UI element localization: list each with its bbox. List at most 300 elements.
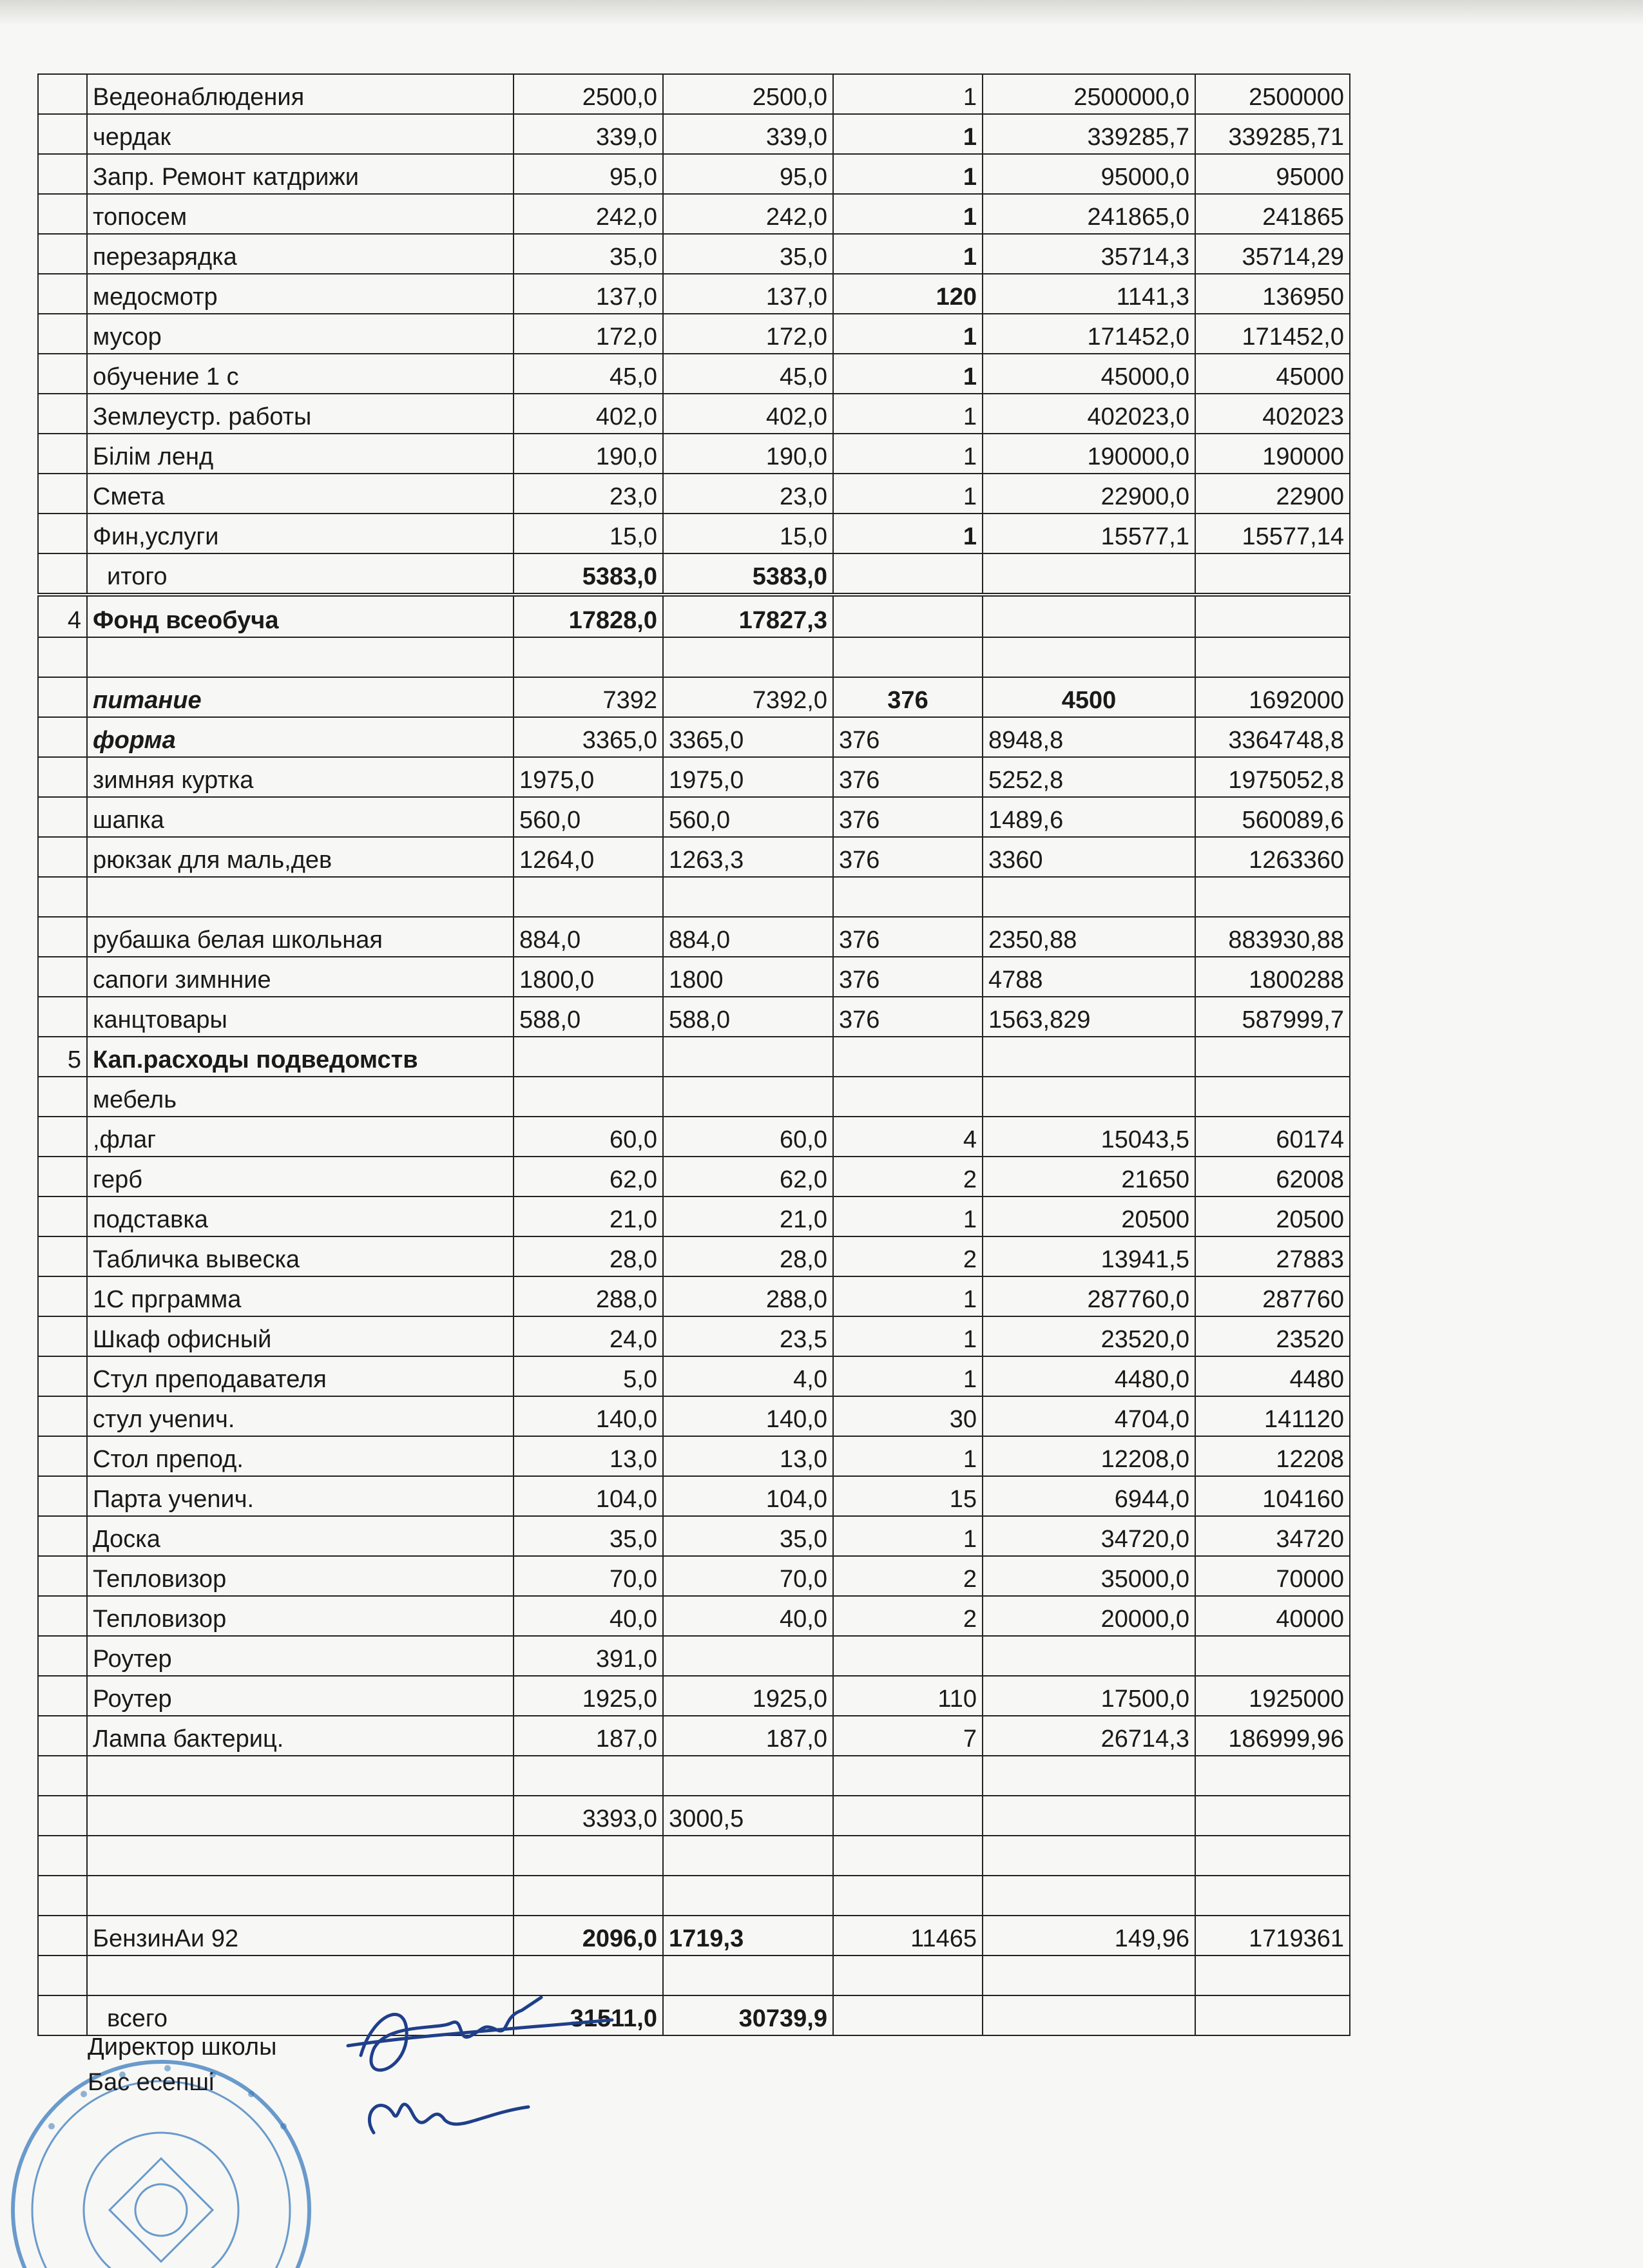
- planned-amount: 13,0: [514, 1436, 663, 1476]
- table-row: [38, 354, 1350, 394]
- actual-amount: 1800: [663, 957, 833, 997]
- unit-price: 287760,0: [983, 1276, 1195, 1316]
- item-name: БензинАи 92: [87, 1916, 514, 1956]
- quantity: 1: [833, 1316, 983, 1356]
- item-name: канцтовары: [87, 997, 514, 1037]
- actual-amount: 4,0: [663, 1356, 833, 1396]
- unit-price: 3360: [983, 837, 1195, 877]
- item-name: Шкаф офисный: [87, 1316, 514, 1356]
- row-number: [38, 274, 87, 314]
- quantity: 376: [833, 677, 983, 717]
- total-sum: 45000: [1195, 354, 1350, 394]
- unit-price: [983, 1756, 1195, 1796]
- actual-amount: 1263,3: [663, 837, 833, 877]
- unit-price: 15043,5: [983, 1117, 1195, 1157]
- table-row: [38, 194, 1350, 234]
- quantity: 376: [833, 797, 983, 837]
- quantity: [833, 637, 983, 677]
- total-sum: 70000: [1195, 1556, 1350, 1596]
- table-row: [38, 797, 1350, 837]
- unit-price: 23520,0: [983, 1316, 1195, 1356]
- unit-price: 20000,0: [983, 1596, 1195, 1636]
- planned-amount: [514, 637, 663, 677]
- row-number: [38, 314, 87, 354]
- table-row: [38, 917, 1350, 957]
- unit-price: 35000,0: [983, 1556, 1195, 1596]
- table-row: [38, 1756, 1350, 1796]
- table-row: [38, 434, 1350, 474]
- unit-price: [983, 877, 1195, 917]
- unit-price: 21650: [983, 1157, 1195, 1196]
- total-sum: 1692000: [1195, 677, 1350, 717]
- unit-price: 95000,0: [983, 154, 1195, 194]
- actual-amount: 30739,9: [663, 1995, 833, 2035]
- actual-amount: 15,0: [663, 514, 833, 553]
- item-name: Запр. Ремонт катдрижи: [87, 154, 514, 194]
- actual-amount: 560,0: [663, 797, 833, 837]
- planned-amount: 95,0: [514, 154, 663, 194]
- row-number: [38, 797, 87, 837]
- unit-price: 1141,3: [983, 274, 1195, 314]
- total-sum: 1800288: [1195, 957, 1350, 997]
- row-number: [38, 1716, 87, 1756]
- item-name: Роутер: [87, 1676, 514, 1716]
- total-sum: [1195, 1995, 1350, 2035]
- actual-amount: 2500,0: [663, 74, 833, 114]
- total-sum: 402023: [1195, 394, 1350, 434]
- item-name: герб: [87, 1157, 514, 1196]
- planned-amount: 560,0: [514, 797, 663, 837]
- quantity: [833, 1836, 983, 1876]
- unit-price: [983, 1037, 1195, 1077]
- actual-amount: 1975,0: [663, 757, 833, 797]
- actual-amount: 588,0: [663, 997, 833, 1037]
- quantity: [833, 1636, 983, 1676]
- unit-price: 15577,1: [983, 514, 1195, 553]
- table-row: [38, 637, 1350, 677]
- quantity: 376: [833, 837, 983, 877]
- actual-amount: 7392,0: [663, 677, 833, 717]
- actual-amount: 60,0: [663, 1117, 833, 1157]
- item-name: рюкзак для маль,дев: [87, 837, 514, 877]
- item-name: мусор: [87, 314, 514, 354]
- quantity: [833, 553, 983, 595]
- planned-amount: 35,0: [514, 234, 663, 274]
- row-number: [38, 1676, 87, 1716]
- total-sum: 136950: [1195, 274, 1350, 314]
- actual-amount: 23,0: [663, 474, 833, 514]
- row-number: [38, 154, 87, 194]
- quantity: 1: [833, 114, 983, 154]
- item-name: топосем: [87, 194, 514, 234]
- planned-amount: 5,0: [514, 1356, 663, 1396]
- total-sum: 4480: [1195, 1356, 1350, 1396]
- table-row: [38, 1476, 1350, 1516]
- item-name: Стол препод.: [87, 1436, 514, 1476]
- row-number: [38, 1196, 87, 1236]
- planned-amount: 62,0: [514, 1157, 663, 1196]
- planned-amount: [514, 1836, 663, 1876]
- total-sum: 62008: [1195, 1157, 1350, 1196]
- table-row: [38, 957, 1350, 997]
- table-row: [38, 1117, 1350, 1157]
- row-number: 5: [38, 1037, 87, 1077]
- quantity: [833, 595, 983, 637]
- total-sum: 190000: [1195, 434, 1350, 474]
- total-sum: 104160: [1195, 1476, 1350, 1516]
- table-row: [38, 1836, 1350, 1876]
- row-number: [38, 1916, 87, 1956]
- quantity: 376: [833, 757, 983, 797]
- table-row: [38, 1077, 1350, 1117]
- quantity: 7: [833, 1716, 983, 1756]
- quantity: 1: [833, 1276, 983, 1316]
- item-name: 1С прграмма: [87, 1276, 514, 1316]
- unit-price: 4480,0: [983, 1356, 1195, 1396]
- table-row: [38, 1516, 1350, 1556]
- total-sum: 1925000: [1195, 1676, 1350, 1716]
- item-name: обучение 1 с: [87, 354, 514, 394]
- total-sum: 287760: [1195, 1276, 1350, 1316]
- planned-amount: 402,0: [514, 394, 663, 434]
- actual-amount: 17827,3: [663, 595, 833, 637]
- total-sum: 34720: [1195, 1516, 1350, 1556]
- item-name: [87, 1876, 514, 1916]
- planned-amount: 45,0: [514, 354, 663, 394]
- quantity: 376: [833, 957, 983, 997]
- quantity: [833, 1756, 983, 1796]
- unit-price: 190000,0: [983, 434, 1195, 474]
- quantity: 376: [833, 997, 983, 1037]
- total-sum: 60174: [1195, 1117, 1350, 1157]
- row-number: [38, 194, 87, 234]
- table-row: [38, 114, 1350, 154]
- row-number: [38, 1316, 87, 1356]
- total-sum: [1195, 1756, 1350, 1796]
- item-name: Ведеонаблюдения: [87, 74, 514, 114]
- unit-price: 1563,829: [983, 997, 1195, 1037]
- unit-price: 149,96: [983, 1916, 1195, 1956]
- actual-amount: 1719,3: [663, 1916, 833, 1956]
- item-name: стул учenич.: [87, 1396, 514, 1436]
- item-name: форма: [87, 717, 514, 757]
- row-number: [38, 1556, 87, 1596]
- table-row: [38, 837, 1350, 877]
- unit-price: 34720,0: [983, 1516, 1195, 1556]
- unit-price: [983, 553, 1195, 595]
- total-sum: 1975052,8: [1195, 757, 1350, 797]
- total-sum: 339285,71: [1195, 114, 1350, 154]
- budget-table: [37, 73, 1350, 2036]
- planned-amount: [514, 1756, 663, 1796]
- unit-price: 8948,8: [983, 717, 1195, 757]
- total-sum: 3364748,8: [1195, 717, 1350, 757]
- row-number: [38, 74, 87, 114]
- table-row: [38, 1396, 1350, 1436]
- row-number: [38, 1117, 87, 1157]
- table-row: [38, 1316, 1350, 1356]
- row-number: [38, 1596, 87, 1636]
- table-row: [38, 1556, 1350, 1596]
- actual-amount: [663, 637, 833, 677]
- item-name: [87, 1836, 514, 1876]
- planned-amount: 35,0: [514, 1516, 663, 1556]
- unit-price: 2500000,0: [983, 74, 1195, 114]
- quantity: [833, 1876, 983, 1916]
- quantity: 1: [833, 1196, 983, 1236]
- item-name: Тепловизор: [87, 1556, 514, 1596]
- quantity: 1: [833, 394, 983, 434]
- item-name: рубашка белая школьная: [87, 917, 514, 957]
- signature-block: [88, 2030, 276, 2100]
- total-sum: 171452,0: [1195, 314, 1350, 354]
- quantity: [833, 1796, 983, 1836]
- row-number: [38, 1077, 87, 1117]
- item-name: чердак: [87, 114, 514, 154]
- unit-price: 20500: [983, 1196, 1195, 1236]
- table-row: [38, 553, 1350, 595]
- total-sum: 186999,96: [1195, 1716, 1350, 1756]
- total-sum: [1195, 1836, 1350, 1876]
- unit-price: 12208,0: [983, 1436, 1195, 1476]
- total-sum: 241865: [1195, 194, 1350, 234]
- planned-amount: 70,0: [514, 1556, 663, 1596]
- table-row: [38, 1676, 1350, 1716]
- planned-amount: [514, 877, 663, 917]
- quantity: 30: [833, 1396, 983, 1436]
- unit-price: 1489,6: [983, 797, 1195, 837]
- row-number: [38, 1636, 87, 1676]
- table-row: [38, 1796, 1350, 1836]
- unit-price: 6944,0: [983, 1476, 1195, 1516]
- actual-amount: 884,0: [663, 917, 833, 957]
- table-row: [38, 1716, 1350, 1756]
- quantity: 1: [833, 514, 983, 553]
- total-sum: 27883: [1195, 1236, 1350, 1276]
- actual-amount: 3365,0: [663, 717, 833, 757]
- item-name: [87, 1796, 514, 1836]
- table-row: [38, 1276, 1350, 1316]
- table-row: [38, 1037, 1350, 1077]
- planned-amount: 339,0: [514, 114, 663, 154]
- planned-amount: 3393,0: [514, 1796, 663, 1836]
- quantity: [833, 1995, 983, 2035]
- table-row: [38, 154, 1350, 194]
- planned-amount: 588,0: [514, 997, 663, 1037]
- item-name: мебель: [87, 1077, 514, 1117]
- row-number: [38, 1436, 87, 1476]
- scan-edge-shadow: [0, 0, 1643, 26]
- actual-amount: 402,0: [663, 394, 833, 434]
- unit-price: 13941,5: [983, 1236, 1195, 1276]
- row-number: [38, 1276, 87, 1316]
- unit-price: 22900,0: [983, 474, 1195, 514]
- row-number: [38, 234, 87, 274]
- table-row: [38, 1596, 1350, 1636]
- quantity: 110: [833, 1676, 983, 1716]
- planned-amount: 190,0: [514, 434, 663, 474]
- planned-amount: 24,0: [514, 1316, 663, 1356]
- actual-amount: 339,0: [663, 114, 833, 154]
- unit-price: 26714,3: [983, 1716, 1195, 1756]
- actual-amount: 190,0: [663, 434, 833, 474]
- row-number: [38, 1236, 87, 1276]
- planned-amount: 2500,0: [514, 74, 663, 114]
- actual-amount: 13,0: [663, 1436, 833, 1476]
- total-sum: [1195, 553, 1350, 595]
- quantity: 1: [833, 1516, 983, 1556]
- quantity: [833, 1077, 983, 1117]
- unit-price: [983, 1876, 1195, 1916]
- quantity: 1: [833, 434, 983, 474]
- total-sum: [1195, 595, 1350, 637]
- table-row: [38, 474, 1350, 514]
- planned-amount: 242,0: [514, 194, 663, 234]
- row-number: [38, 1476, 87, 1516]
- item-name: Смета: [87, 474, 514, 514]
- planned-amount: 172,0: [514, 314, 663, 354]
- row-number: [38, 917, 87, 957]
- total-sum: 1719361: [1195, 1916, 1350, 1956]
- item-name: Тепловизор: [87, 1596, 514, 1636]
- actual-amount: 137,0: [663, 274, 833, 314]
- quantity: 1: [833, 74, 983, 114]
- total-sum: 560089,6: [1195, 797, 1350, 837]
- unit-price: 339285,7: [983, 114, 1195, 154]
- unit-price: 35714,3: [983, 234, 1195, 274]
- planned-amount: 104,0: [514, 1476, 663, 1516]
- row-number: [38, 1356, 87, 1396]
- quantity: [833, 1956, 983, 1995]
- actual-amount: [663, 877, 833, 917]
- unit-price: 4704,0: [983, 1396, 1195, 1436]
- actual-amount: 28,0: [663, 1236, 833, 1276]
- row-number: [38, 1956, 87, 1995]
- item-name: итого: [87, 553, 514, 595]
- planned-amount: 140,0: [514, 1396, 663, 1436]
- quantity: [833, 877, 983, 917]
- total-sum: 2500000: [1195, 74, 1350, 114]
- actual-amount: 104,0: [663, 1476, 833, 1516]
- total-sum: 40000: [1195, 1596, 1350, 1636]
- actual-amount: [663, 1037, 833, 1077]
- quantity: 120: [833, 274, 983, 314]
- total-sum: 883930,88: [1195, 917, 1350, 957]
- actual-amount: 35,0: [663, 234, 833, 274]
- row-number: 4: [38, 595, 87, 637]
- table-row: [38, 677, 1350, 717]
- unit-price: [983, 1796, 1195, 1836]
- quantity: 2: [833, 1157, 983, 1196]
- planned-amount: 28,0: [514, 1236, 663, 1276]
- planned-amount: 1975,0: [514, 757, 663, 797]
- row-number: [38, 877, 87, 917]
- quantity: 376: [833, 717, 983, 757]
- quantity: 15: [833, 1476, 983, 1516]
- row-number: [38, 837, 87, 877]
- item-name: [87, 1756, 514, 1796]
- row-number: [38, 553, 87, 595]
- actual-amount: [663, 1756, 833, 1796]
- item-name: Фин,услуги: [87, 514, 514, 553]
- row-number: [38, 114, 87, 154]
- unit-price: [983, 1995, 1195, 2035]
- actual-amount: 5383,0: [663, 553, 833, 595]
- total-sum: [1195, 1956, 1350, 1995]
- unit-price: 402023,0: [983, 394, 1195, 434]
- item-name: подставка: [87, 1196, 514, 1236]
- planned-amount: 7392: [514, 677, 663, 717]
- unit-price: [983, 1636, 1195, 1676]
- accountant-label: Бас есепші: [88, 2069, 215, 2097]
- item-name: [87, 637, 514, 677]
- unit-price: [983, 637, 1195, 677]
- item-name: всего: [87, 1995, 514, 2035]
- quantity: 1: [833, 474, 983, 514]
- table-row: [38, 757, 1350, 797]
- quantity: 1: [833, 354, 983, 394]
- quantity: 1: [833, 234, 983, 274]
- quantity: 2: [833, 1556, 983, 1596]
- total-sum: 12208: [1195, 1436, 1350, 1476]
- item-name: Роутер: [87, 1636, 514, 1676]
- row-number: [38, 1396, 87, 1436]
- unit-price: 2350,88: [983, 917, 1195, 957]
- table-row: [38, 1196, 1350, 1236]
- row-number: [38, 1756, 87, 1796]
- total-sum: [1195, 877, 1350, 917]
- unit-price: [983, 1836, 1195, 1876]
- row-number: [38, 957, 87, 997]
- quantity: 11465: [833, 1916, 983, 1956]
- total-sum: 141120: [1195, 1396, 1350, 1436]
- signature-icon: [335, 1984, 619, 2152]
- planned-amount: 60,0: [514, 1117, 663, 1157]
- unit-price: 4788: [983, 957, 1195, 997]
- row-number: [38, 474, 87, 514]
- item-name: зимняя куртка: [87, 757, 514, 797]
- row-number: [38, 354, 87, 394]
- quantity: 2: [833, 1236, 983, 1276]
- total-sum: [1195, 1077, 1350, 1117]
- planned-amount: 187,0: [514, 1716, 663, 1756]
- row-number: [38, 1876, 87, 1916]
- actual-amount: 23,5: [663, 1316, 833, 1356]
- quantity: 1: [833, 194, 983, 234]
- table-row: [38, 314, 1350, 354]
- unit-price: 4500: [983, 677, 1195, 717]
- actual-amount: 3000,5: [663, 1796, 833, 1836]
- table-row: [38, 394, 1350, 434]
- item-name: Стул преподавателя: [87, 1356, 514, 1396]
- total-sum: 23520: [1195, 1316, 1350, 1356]
- planned-amount: 391,0: [514, 1636, 663, 1676]
- actual-amount: 242,0: [663, 194, 833, 234]
- item-name: ,флаг: [87, 1117, 514, 1157]
- total-sum: 20500: [1195, 1196, 1350, 1236]
- table-row: [38, 997, 1350, 1037]
- planned-amount: 23,0: [514, 474, 663, 514]
- row-number: [38, 514, 87, 553]
- planned-amount: [514, 1876, 663, 1916]
- quantity: [833, 1037, 983, 1077]
- item-name: Доска: [87, 1516, 514, 1556]
- unit-price: [983, 595, 1195, 637]
- actual-amount: [663, 1836, 833, 1876]
- item-name: питание: [87, 677, 514, 717]
- planned-amount: 1264,0: [514, 837, 663, 877]
- quantity: 2: [833, 1596, 983, 1636]
